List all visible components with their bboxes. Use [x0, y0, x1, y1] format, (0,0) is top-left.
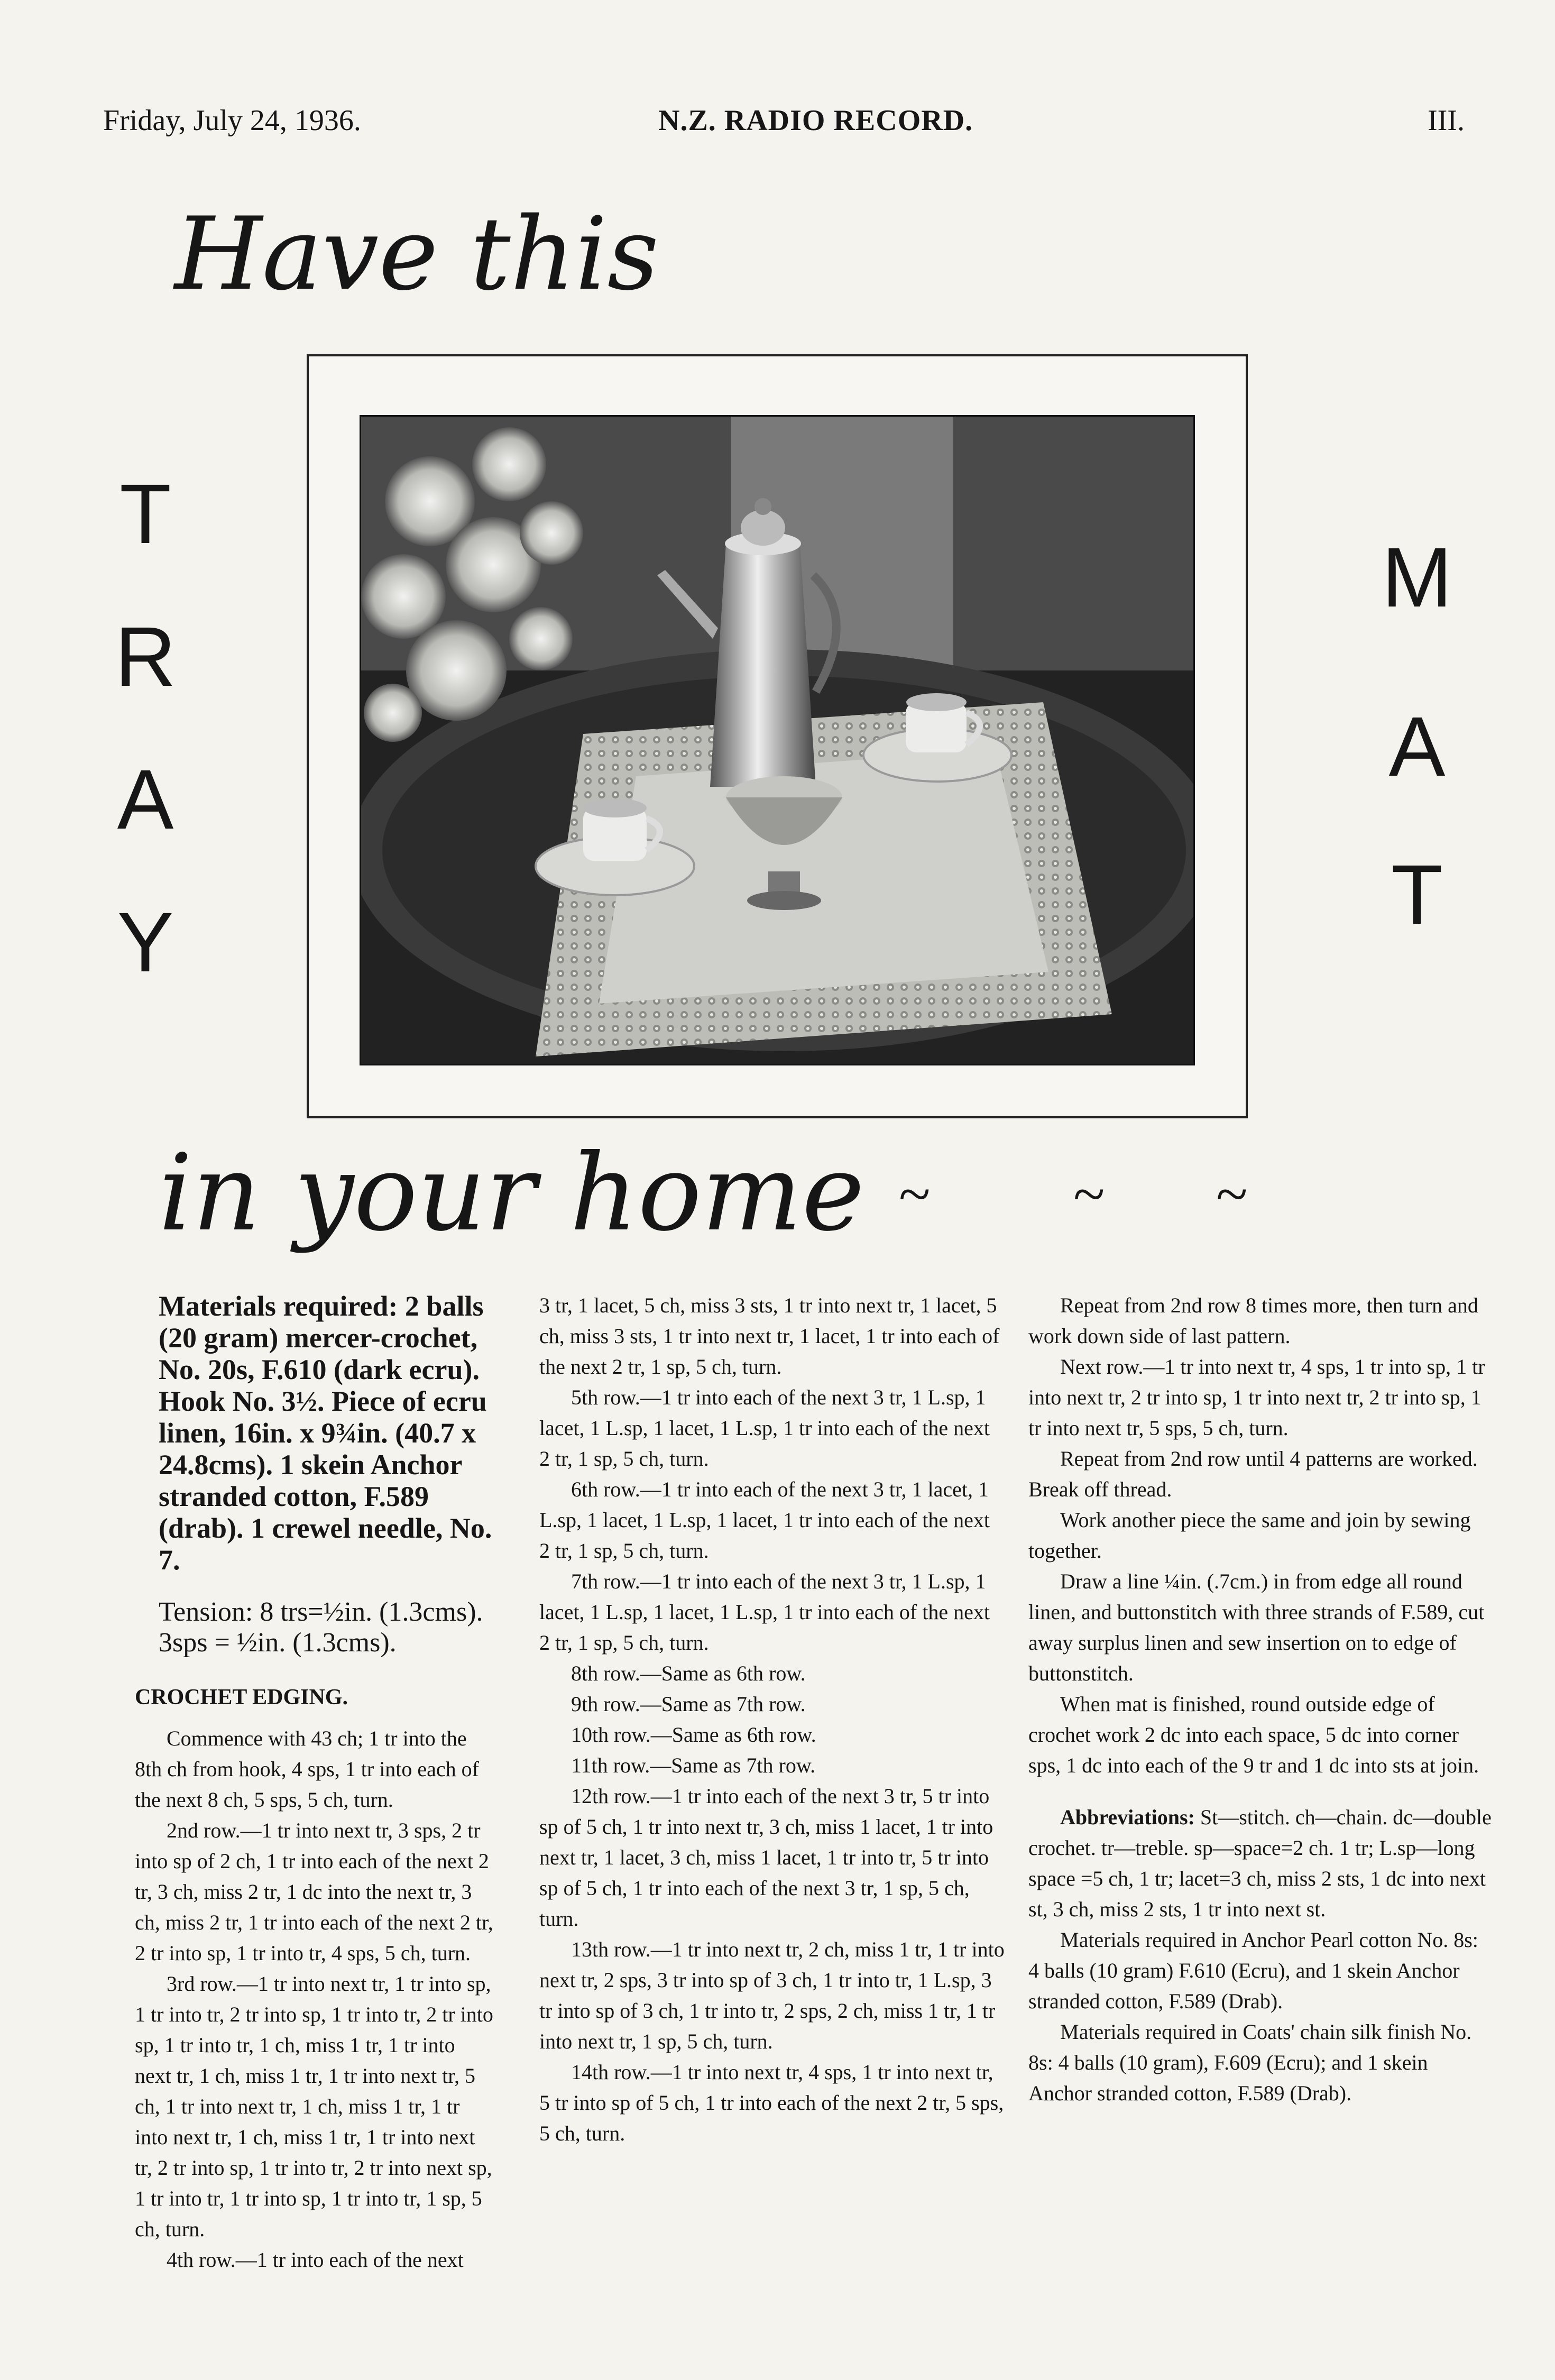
paragraph: 11th row.—Same as 7th row.: [571, 1753, 816, 1777]
ornament-1: ~: [899, 1162, 931, 1226]
paragraph: 12th row.—1 tr into each of the next 3 tr, 5 tr into sp of 5 ch, 1 tr into next tr, 3 ch, miss 1 lacet, 1 tr into next tr, 1 lacet, 3 ch, miss 1 lacet, 1 tr into tr, 5 tr into sp of 5 ch, 1 tr into each of the next 3 tr, 1 sp, 5 ch, turn.: [539, 1784, 993, 1931]
column-3: [1028, 1290, 1494, 2109]
paragraph: 13th row.—1 tr into next tr, 2 ch, miss 1 tr, 1 tr into next tr, 2 sps, 3 tr into sp of 3 ch, 1 tr into tr, 1 L.sp, 3 tr into sp of 3 ch, 1 tr into tr, 2 sps, 2 ch, miss 1 tr, 1 tr into next tr, 1 sp, 5 ch, turn.: [539, 1937, 1005, 2053]
vertical-letter-r: R: [115, 609, 176, 704]
paragraph: When mat is finished, round outside edge of crochet work 2 dc into each space, 5 dc into corner sps, 1 dc into each of the 9 tr and 1 dc into sts at join.: [1028, 1692, 1479, 1777]
paragraph: 2nd row.—1 tr into next tr, 3 sps, 2 tr into sp of 2 ch, 1 tr into each of the next 2 tr, 3 ch, miss 2 tr, 1 dc into the next tr, 3 ch, miss 2 tr, 1 tr into each of the next 2 tr, 2 tr into sp, 1 tr into tr, 4 sps, 5 ch, turn.: [135, 1818, 493, 1965]
publication-name: N.Z. RADIO RECORD.: [658, 104, 973, 137]
section-heading-crochet-edging: CROCHET EDGING.: [135, 1685, 348, 1710]
materials-required: Materials required: 2 balls (20 gram) mercer-crochet, No. 20s, F.610 (dark ecru). Hook No. 3½. Piece of ecru linen, 16in. x 9¾in. (40.7 x 24.8cms). 1 skein Anchor stranded cotton, F.589 (drab). 1 crewel needle, No. 7.: [159, 1290, 492, 1576]
title-in-your-home: in your home: [159, 1132, 864, 1255]
tension-note: Tension: 8 trs=½in. (1.3cms). 3sps = ½in. (1.3cms).: [159, 1597, 483, 1658]
paragraph: 9th row.—Same as 7th row.: [571, 1692, 806, 1716]
ornament-2: ~: [1073, 1162, 1105, 1226]
paragraph: 3 tr, 1 lacet, 5 ch, miss 3 sts, 1 tr into next tr, 1 lacet, 5 ch, miss 3 sts, 1 tr into next tr, 1 lacet, 1 tr into each of the next 2 tr, 1 sp, 5 ch, turn.: [539, 1293, 1000, 1379]
issue-date: Friday, July 24, 1936.: [103, 104, 361, 137]
page-number: III.: [1428, 104, 1465, 137]
vertical-letter-m: M: [1382, 530, 1452, 624]
vertical-letter-a: A: [117, 752, 174, 847]
vertical-letter-t2: T: [1391, 847, 1443, 942]
tray-mat-photo: [360, 415, 1195, 1065]
paragraph: Materials required in Coats' chain silk finish No. 8s: 4 balls (10 gram), F.609 (Ecru); and 1 skein Anchor stranded cotton, F.589 (Drab).: [1028, 2020, 1472, 2105]
paragraph: Repeat from 2nd row 8 times more, then turn and work down side of last pattern.: [1028, 1293, 1478, 1348]
paragraph: Materials required in Anchor Pearl cotton No. 8s: 4 balls (10 gram) F.610 (Ecru), and 1 skein Anchor stranded cotton, F.589 (Drab).: [1028, 1928, 1478, 2013]
vertical-letter-y: Y: [117, 895, 174, 989]
abbreviations: [1028, 1802, 1494, 1925]
paragraph: 3rd row.—1 tr into next tr, 1 tr into sp, 1 tr into tr, 2 tr into sp, 1 tr into tr, 2 tr into sp, 1 tr into tr, 1 ch, miss 1 tr, 1 tr into next tr, 1 ch, miss 1 tr, 1 tr into next tr, 5 ch, 1 tr into next tr, 1 ch, miss 1 tr, 1 tr into next tr, 1 ch, miss 1 tr, 1 tr into next tr, 2 tr into sp, 1 tr into tr, 2 tr into next sp, 1 tr into tr, 1 tr into sp, 1 tr into tr, 1 sp, 5 ch, turn.: [135, 1972, 493, 2241]
vertical-letter-a2: A: [1388, 699, 1446, 794]
paragraph: 4th row.—1 tr into each of the next: [167, 2248, 464, 2272]
paragraph: 6th row.—1 tr into each of the next 3 tr, 1 lacet, 1 L.sp, 1 lacet, 1 L.sp, 1 lacet, 1 tr into each of the next 2 tr, 1 sp, 5 ch, turn.: [539, 1477, 990, 1563]
paragraph: Next row.—1 tr into next tr, 4 sps, 1 tr into sp, 1 tr into next tr, 2 tr into sp, 1 tr into next tr, 2 tr into sp, 1 tr into next tr, 5 sps, 5 ch, turn.: [1028, 1355, 1485, 1440]
title-have-this: Have this: [174, 196, 659, 313]
paragraph: 5th row.—1 tr into each of the next 3 tr, 1 L.sp, 1 lacet, 1 L.sp, 1 lacet, 1 L.sp, 1 tr into each of the next 2 tr, 1 sp, 5 ch, turn.: [539, 1385, 990, 1471]
paragraph: 8th row.—Same as 6th row.: [571, 1661, 806, 1685]
paragraph: Work another piece the same and join by sewing together.: [1028, 1508, 1471, 1563]
paragraph: Commence with 43 ch; 1 tr into the 8th ch from hook, 4 sps, 1 tr into each of the next 8 ch, 5 sps, 5 ch, turn.: [135, 1726, 479, 1812]
paragraph: 10th row.—Same as 6th row.: [571, 1723, 816, 1747]
abbreviations-label: Abbreviations:: [1060, 1805, 1195, 1829]
ornament-3: ~: [1216, 1162, 1248, 1226]
paragraph: Draw a line ¼in. (.7cm.) in from edge all round linen, and buttonstitch with three strands of F.589, cut away surplus linen and sew insertion on to edge of buttonstitch.: [1028, 1569, 1485, 1685]
abbreviations-text: St—stitch. ch—chain. dc—double crochet. tr—treble. sp—space=2 ch. 1 tr; L.sp—long space =5 ch, 1 tr; lacet=3 ch, miss 2 sts, 1 dc into next st, 3 ch, miss 2 sts, 1 tr into next st.: [1028, 1805, 1492, 1921]
tray-mat-illustration: [361, 417, 1193, 1064]
paragraph: 7th row.—1 tr into each of the next 3 tr, 1 L.sp, 1 lacet, 1 L.sp, 1 lacet, 1 L.sp, 1 tr into each of the next 2 tr, 1 sp, 5 ch, turn.: [539, 1569, 990, 1655]
paragraph: Repeat from 2nd row until 4 patterns are worked. Break off thread.: [1028, 1447, 1478, 1501]
paragraph: 14th row.—1 tr into next tr, 4 sps, 1 tr into next tr, 5 tr into sp of 5 ch, 1 tr into each of the next 2 tr, 5 sps, 5 ch, turn.: [539, 2060, 1004, 2145]
column-2: [539, 1290, 1005, 2149]
vertical-letter-t: T: [119, 466, 171, 561]
column-1: [135, 1290, 494, 2275]
